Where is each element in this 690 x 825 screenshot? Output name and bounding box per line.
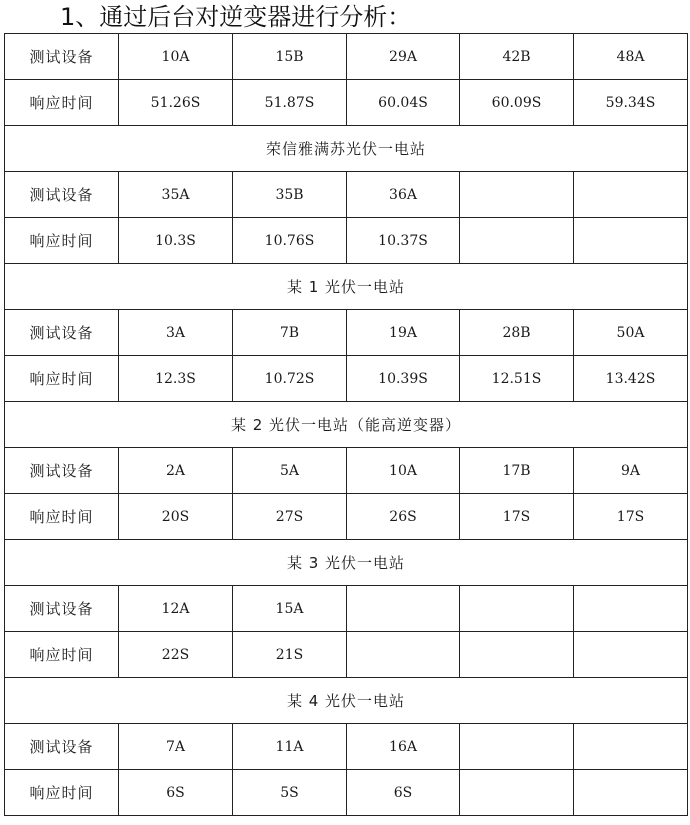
- response-time-cell: 10.76S: [233, 218, 347, 264]
- device-row: [5, 310, 688, 356]
- response-time-cell: [460, 632, 574, 678]
- station-title: 某 2 光伏一电站（能高逆变器）: [5, 402, 688, 448]
- response-time-cell: [347, 632, 460, 678]
- response-time-cell: 51.26S: [119, 80, 233, 126]
- device-row-label: 测试设备: [5, 34, 119, 80]
- device-row-label: 测试设备: [5, 172, 119, 218]
- response-time-cell: 10.72S: [233, 356, 347, 402]
- response-time-row-label: 响应时间: [5, 218, 119, 264]
- response-time-cell: [460, 218, 574, 264]
- device-row: [5, 586, 688, 632]
- device-cell: 17B: [460, 448, 574, 494]
- response-time-cell: 10.39S: [347, 356, 460, 402]
- device-cell: 35B: [233, 172, 347, 218]
- device-row-label: 测试设备: [5, 586, 119, 632]
- station-title-row: [5, 126, 688, 172]
- device-cell: 7A: [119, 724, 233, 770]
- response-time-cell: 22S: [119, 632, 233, 678]
- device-cell: 29A: [347, 34, 460, 80]
- response-time-cell: 6S: [347, 770, 460, 816]
- device-cell: 15A: [233, 586, 347, 632]
- response-time-cell: 10.3S: [119, 218, 233, 264]
- response-time-cell: 12.3S: [119, 356, 233, 402]
- response-time-cell: 5S: [233, 770, 347, 816]
- device-row-label: 测试设备: [5, 448, 119, 494]
- response-time-row: [5, 494, 688, 540]
- device-cell: [574, 724, 688, 770]
- response-time-cell: 60.04S: [347, 80, 460, 126]
- device-cell: 10A: [119, 34, 233, 80]
- device-row: [5, 34, 688, 80]
- device-row-label: 测试设备: [5, 310, 119, 356]
- response-time-cell: 17S: [574, 494, 688, 540]
- response-time-row-label: 响应时间: [5, 632, 119, 678]
- response-time-cell: 51.87S: [233, 80, 347, 126]
- device-cell: [460, 724, 574, 770]
- response-time-cell: [460, 770, 574, 816]
- response-time-cell: 27S: [233, 494, 347, 540]
- device-cell: 2A: [119, 448, 233, 494]
- device-cell: [460, 172, 574, 218]
- station-title: 某 3 光伏一电站: [5, 540, 688, 586]
- section-heading: 1、通过后台对逆变器进行分析：: [60, 3, 412, 31]
- device-cell: [574, 586, 688, 632]
- device-cell: 15B: [233, 34, 347, 80]
- response-time-row: [5, 218, 688, 264]
- response-time-cell: 60.09S: [460, 80, 574, 126]
- station-title-row: [5, 678, 688, 724]
- device-cell: [574, 172, 688, 218]
- device-cell: 36A: [347, 172, 460, 218]
- device-cell: 10A: [347, 448, 460, 494]
- device-cell: 11A: [233, 724, 347, 770]
- device-cell: [347, 586, 460, 632]
- device-row: [5, 724, 688, 770]
- device-row: [5, 172, 688, 218]
- device-cell: 12A: [119, 586, 233, 632]
- station-title: 某 1 光伏一电站: [5, 264, 688, 310]
- device-cell: 7B: [233, 310, 347, 356]
- device-cell: 28B: [460, 310, 574, 356]
- response-time-cell: 13.42S: [574, 356, 688, 402]
- device-row: [5, 448, 688, 494]
- device-row-label: 测试设备: [5, 724, 119, 770]
- device-cell: 16A: [347, 724, 460, 770]
- device-cell: 35A: [119, 172, 233, 218]
- device-cell: 48A: [574, 34, 688, 80]
- response-time-row-label: 响应时间: [5, 80, 119, 126]
- response-time-cell: 10.37S: [347, 218, 460, 264]
- response-time-cell: 6S: [119, 770, 233, 816]
- response-time-row-label: 响应时间: [5, 770, 119, 816]
- response-time-cell: [574, 218, 688, 264]
- device-cell: 5A: [233, 448, 347, 494]
- response-time-cell: 26S: [347, 494, 460, 540]
- response-time-cell: [574, 770, 688, 816]
- response-time-row-label: 响应时间: [5, 356, 119, 402]
- station-title: 荣信雅满苏光伏一电站: [5, 126, 688, 172]
- device-cell: 50A: [574, 310, 688, 356]
- device-cell: 3A: [119, 310, 233, 356]
- response-time-row: [5, 80, 688, 126]
- station-title-row: [5, 264, 688, 310]
- device-cell: 19A: [347, 310, 460, 356]
- station-title: 某 4 光伏一电站: [5, 678, 688, 724]
- device-cell: 9A: [574, 448, 688, 494]
- station-title-row: [5, 540, 688, 586]
- device-cell: [460, 586, 574, 632]
- response-time-cell: 12.51S: [460, 356, 574, 402]
- station-title-row: [5, 402, 688, 448]
- response-time-cell: 17S: [460, 494, 574, 540]
- response-time-row: [5, 770, 688, 816]
- response-time-row: [5, 356, 688, 402]
- response-time-row-label: 响应时间: [5, 494, 119, 540]
- inverter-response-table: [4, 33, 688, 816]
- response-time-cell: 20S: [119, 494, 233, 540]
- response-time-cell: 59.34S: [574, 80, 688, 126]
- device-cell: 42B: [460, 34, 574, 80]
- response-time-cell: 21S: [233, 632, 347, 678]
- response-time-cell: [574, 632, 688, 678]
- response-time-row: [5, 632, 688, 678]
